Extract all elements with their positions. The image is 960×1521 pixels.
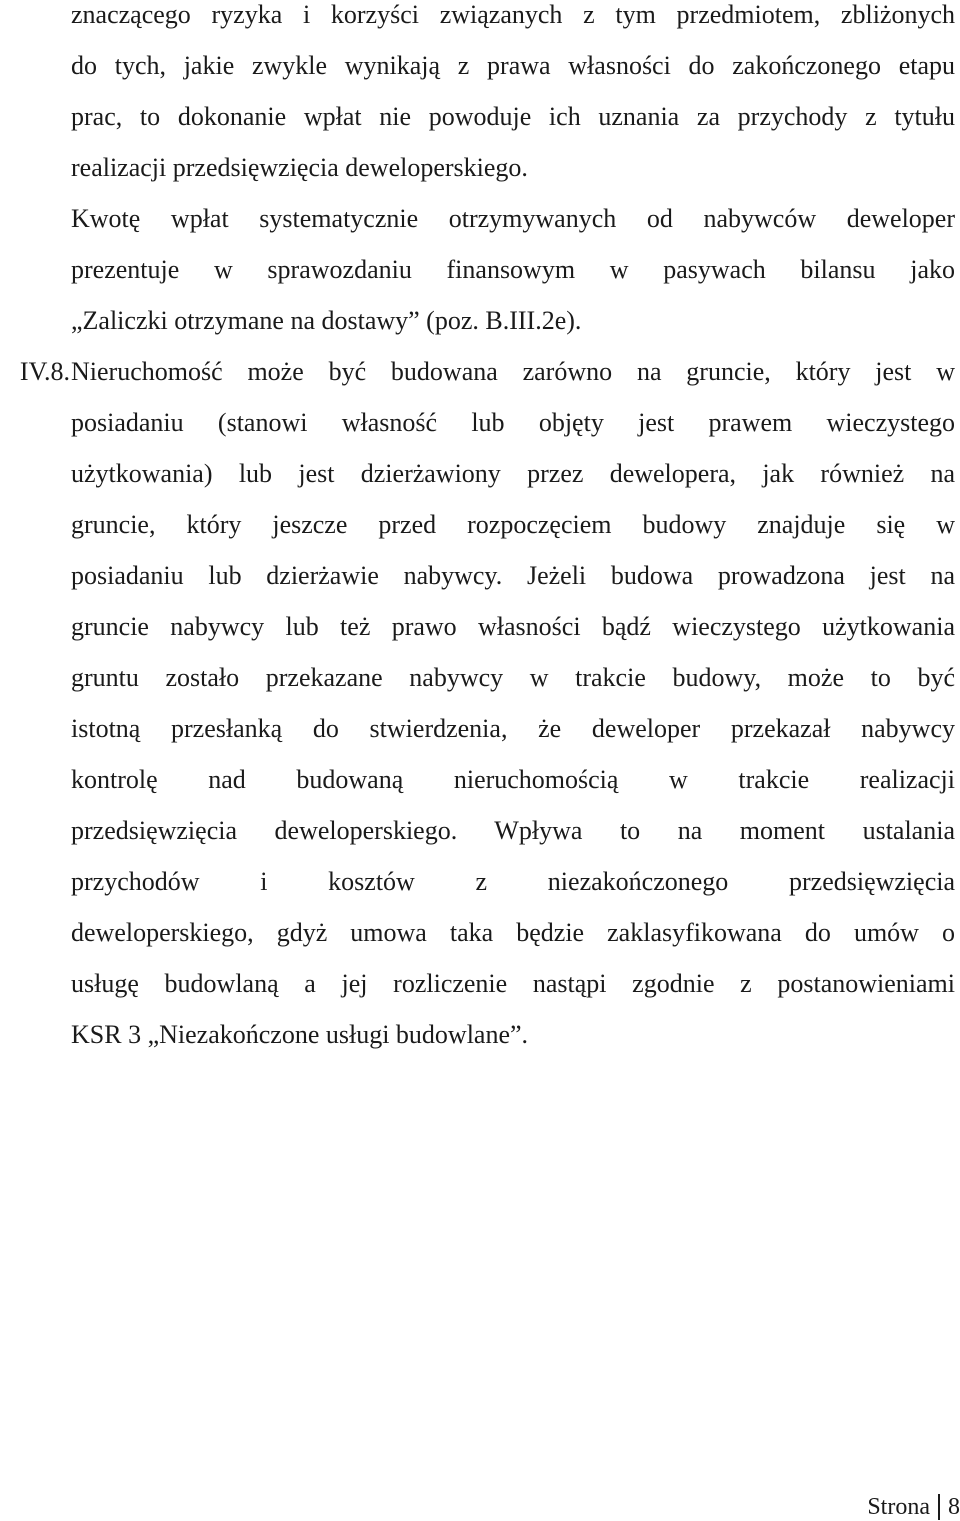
text-line: „Zaliczki otrzymane na dostawy” (poz. B.III.2e). (71, 306, 582, 335)
page-footer (867, 1493, 960, 1521)
text-line: KSR 3 „Niezakończone usługi budowlane”. (71, 1020, 529, 1049)
text-line: przedsięwzięcia deweloperskiego. Wpływa to na moment ustalania (71, 816, 955, 845)
text-line: użytkowania) lub jest dzierżawiony przez dewelopera, jak również na (71, 459, 955, 488)
text-line: istotną przesłanką do stwierdzenia, że deweloper przekazał nabywcy (71, 714, 955, 743)
text-line: gruncie nabywcy lub też prawo własności bądź wieczystego użytkowania (71, 612, 955, 641)
text-line: posiadaniu (stanowi własność lub objęty jest prawem wieczystego (71, 408, 955, 437)
text-line: znaczącego ryzyka i korzyści związanych z tym przedmiotem, zbliżonych (71, 0, 955, 29)
text-line: Nieruchomość może być budowana zarówno na gruncie, który jest w (71, 357, 955, 386)
text-line: Kwotę wpłat systematycznie otrzymywanych od nabywców deweloper (71, 204, 955, 233)
page-label: Strona (867, 1494, 930, 1520)
text-line: realizacji przedsięwzięcia deweloperskiego. (71, 153, 528, 182)
text-line: deweloperskiego, gdyż umowa taka będzie zaklasyfikowana do umów o (71, 918, 955, 947)
text-line: prac, to dokonanie wpłat nie powoduje ich uznania za przychody z tytułu (71, 102, 955, 131)
text-line: kontrolę nad budowaną nieruchomością w trakcie realizacji (71, 765, 955, 794)
section-number: IV.8. (19, 357, 70, 386)
footer-separator (938, 1494, 940, 1520)
text-line: do tych, jakie zwykle wynikają z prawa własności do zakończonego etapu (71, 51, 955, 80)
text-line: prezentuje w sprawozdaniu finansowym w pasywach bilansu jako (71, 255, 955, 284)
text-line: przychodów i kosztów z niezakończonego przedsięwzięcia (71, 867, 955, 896)
text-line: gruncie, który jeszcze przed rozpoczęciem budowy znajduje się w (71, 510, 955, 539)
text-line: usługę budowlaną a jej rozliczenie nastąpi zgodnie z postanowieniami (71, 969, 955, 998)
text-line: posiadaniu lub dzierżawie nabywcy. Jeżeli budowa prowadzona jest na (71, 561, 955, 590)
text-line: gruntu zostało przekazane nabywcy w trakcie budowy, może to być (71, 663, 955, 692)
page-number: 8 (948, 1494, 960, 1520)
